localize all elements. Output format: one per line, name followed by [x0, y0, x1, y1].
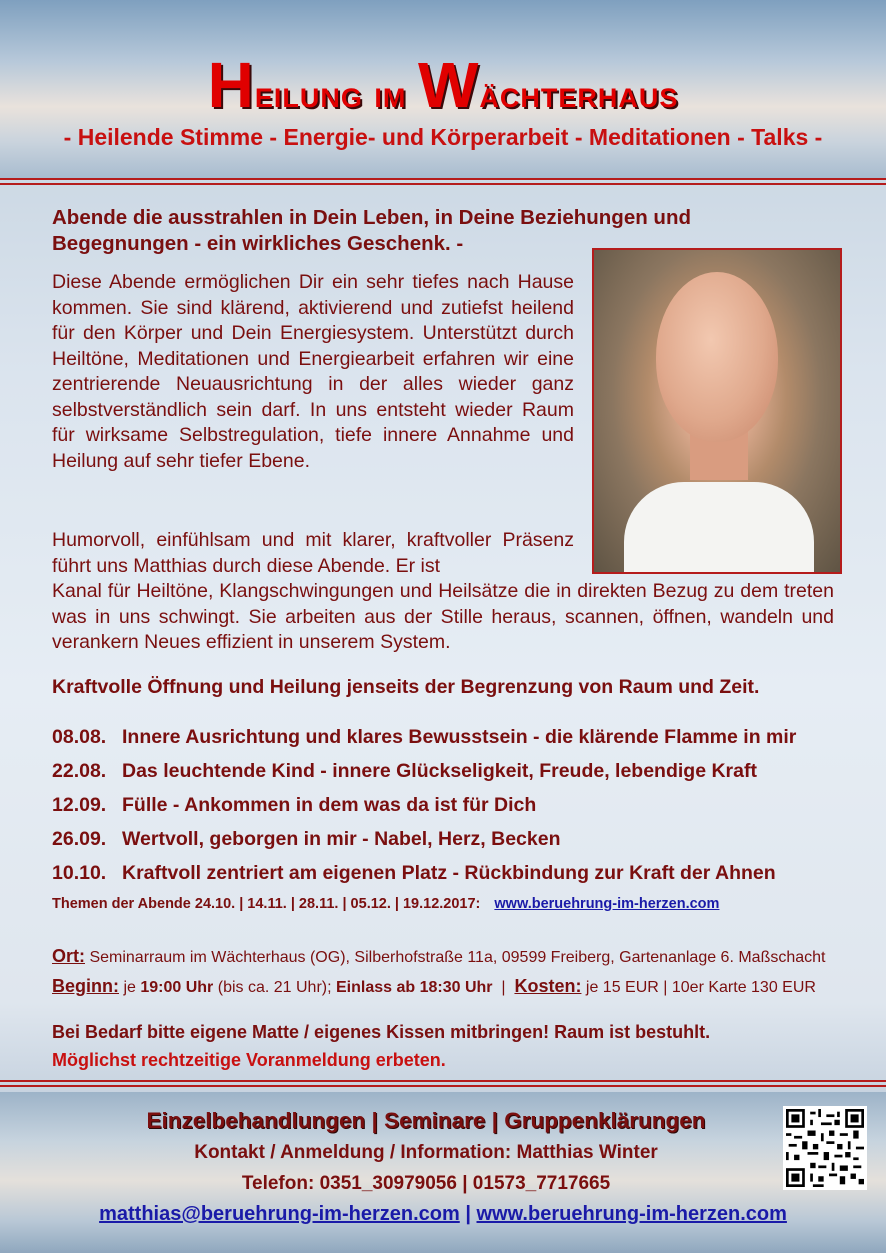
- themen-website-link[interactable]: www.beruehrung-im-herzen.com: [494, 896, 720, 912]
- portrait-photo: [592, 248, 842, 574]
- header-divider-2: [0, 183, 886, 185]
- intro-paragraph-1: Diese Abende ermöglichen Dir ein sehr tiefes nach Hause kommen. Sie sind klärend, aktivierend und zutiefst heilend für den Körper und Dein Energiesystem. Unterstützt durch Heiltöne, Meditationen und Energiearbeit erfahren wir eine zentrierende Neuausrichtung in der alles wieder ganz selbstverständlich sein darf. In uns entsteht wieder Raum für wirksame Selbstregulation, tiefe innere Annahme und Heilung auf sehr tiefer Ebene.: [52, 271, 574, 472]
- footer-title: Einzelbehandlungen | Seminare | Gruppenklärungen: [146, 1108, 706, 1133]
- footer-divider-2: [0, 1085, 886, 1087]
- qr-code-icon: [783, 1106, 867, 1190]
- intro-paragraph-2a: Humorvoll, einfühlsam und mit klarer, kraftvoller Präsenz führt uns Matthias durch diese Abende. Er ist: [52, 529, 574, 577]
- page-subtitle: - Heilende Stimme - Energie- und Körperarbeit - Meditationen - Talks -: [63, 124, 823, 150]
- footer-contact: Kontakt / Anmeldung / Information: Matthias Winter: [194, 1142, 658, 1163]
- header-divider: [0, 178, 886, 180]
- themen-line: Themen der Abende 24.10. | 14.11. | 28.11. | 05.12. | 19.12.2017: www.beruehrung-im-herzen.com: [52, 896, 720, 912]
- list-item: 22.08. Das leuchtende Kind - innere Glückseligkeit, Freude, lebendige Kraft: [52, 760, 757, 782]
- footer-links: matthias@beruehrung-im-herzen.com | www.beruehrung-im-herzen.com: [99, 1203, 787, 1225]
- schedule-line: Beginn: je 19:00 Uhr (bis ca. 21 Uhr); Einlass ab 18:30 Uhr | Kosten: je 15 EUR | 10er Karte 130 EUR: [52, 976, 816, 996]
- list-item: 12.09. Fülle - Ankommen in dem was da ist für Dich: [52, 794, 537, 816]
- list-item: 26.09. Wertvoll, geborgen in mir - Nabel, Herz, Becken: [52, 828, 561, 850]
- location-line: Ort: Seminarraum im Wächterhaus (OG), Silberhofstraße 11a, 09599 Freiberg, Gartenanlage 6. Maßschacht: [52, 946, 826, 966]
- event-list: [52, 724, 852, 894]
- list-item: 10.10. Kraftvoll zentriert am eigenen Platz - Rückbindung zur Kraft der Ahnen: [52, 862, 776, 884]
- footer-phone: Telefon: 0351_30979056 | 01573_7717665: [241, 1173, 611, 1194]
- website-link[interactable]: www.beruehrung-im-herzen.com: [476, 1203, 787, 1225]
- footer-divider: [0, 1080, 886, 1082]
- list-item: 08.08. Innere Ausrichtung und klares Bewusstsein - die klärende Flamme in mir: [52, 726, 797, 748]
- highlight-line: Kraftvolle Öffnung und Heilung jenseits der Begrenzung von Raum und Zeit.: [52, 676, 760, 698]
- intro-paragraph-2b: Kanal für Heiltöne, Klangschwingungen und Heilsätze die in direkten Bezug zu dem treten was in uns schwingt. Sie arbeiten aus der Stille heraus, scannen, öffnen, wandeln und verankern Neues effizient in unserem System.: [52, 580, 834, 653]
- notice: Bei Bedarf bitte eigene Matte / eigenes Kissen mitbringen! Raum ist bestuhlt. Möglichst rechtzeitige Voranmeldung erbeten.: [52, 1022, 711, 1070]
- page-title: Heilung im Wächterhaus: [207, 49, 679, 121]
- email-link[interactable]: matthias@beruehrung-im-herzen.com: [99, 1203, 460, 1225]
- intro-lead: Abende die ausstrahlen in Dein Leben, in Deine Beziehungen und Begegnungen - ein wirkliches Geschenk. -: [52, 206, 692, 255]
